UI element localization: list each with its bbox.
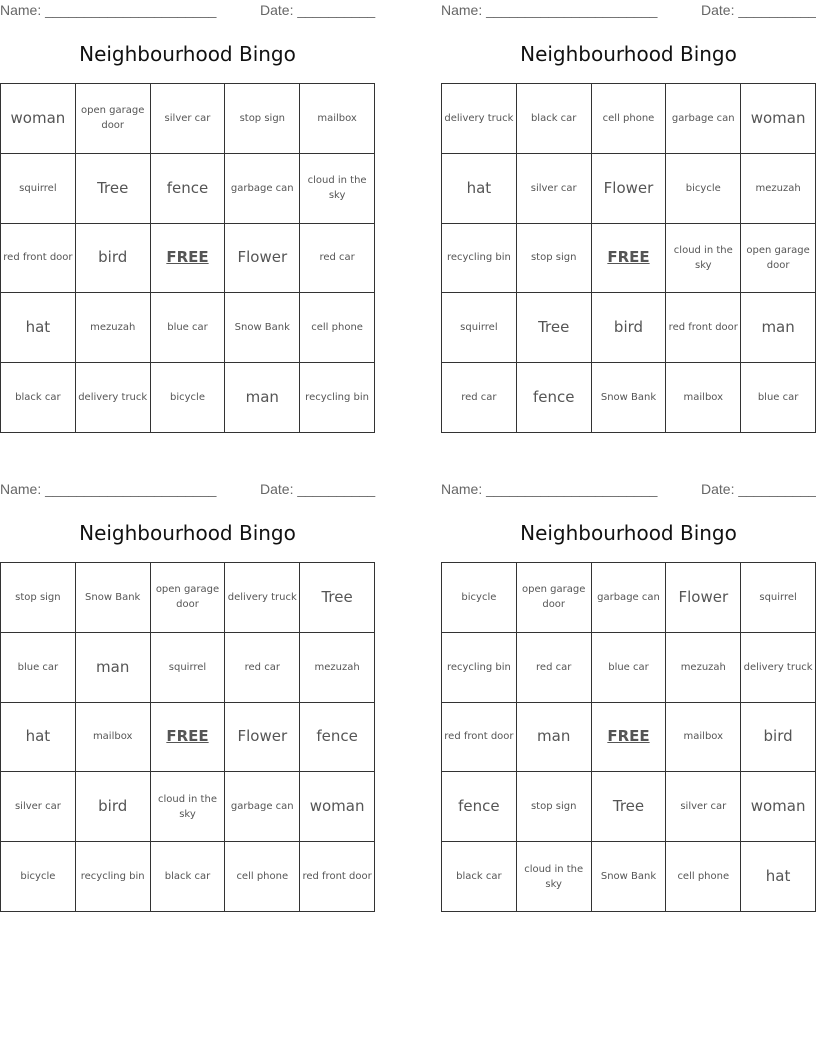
card-title: Neighbourhood Bingo — [520, 42, 737, 66]
bingo-cell: blue car — [741, 363, 816, 433]
bingo-cell: garbage can — [592, 563, 667, 633]
bingo-cell: stop sign — [1, 563, 76, 633]
bingo-cell: bird — [741, 703, 816, 773]
bingo-cell: silver car — [666, 772, 741, 842]
bingo-cell: woman — [300, 772, 375, 842]
bingo-cell: blue car — [1, 633, 76, 703]
bingo-cell: bicycle — [1, 842, 76, 912]
bingo-cell: stop sign — [517, 772, 592, 842]
bingo-cell: mezuzah — [741, 154, 816, 224]
bingo-cell: cloud in the sky — [666, 224, 741, 294]
bingo-cell: Flower — [592, 154, 667, 224]
bingo-cell: Snow Bank — [76, 563, 151, 633]
bingo-cell: delivery truck — [76, 363, 151, 433]
bingo-cell: squirrel — [741, 563, 816, 633]
bingo-cell: cell phone — [225, 842, 300, 912]
bingo-cell: recycling bin — [300, 363, 375, 433]
bingo-cell: mailbox — [300, 84, 375, 154]
bingo-cell: bicycle — [666, 154, 741, 224]
bingo-cell: Flower — [666, 563, 741, 633]
bingo-cell: Flower — [225, 703, 300, 773]
bingo-cell: squirrel — [442, 293, 517, 363]
bingo-cell: garbage can — [666, 84, 741, 154]
free-space: FREE — [151, 224, 226, 294]
bingo-cell: hat — [741, 842, 816, 912]
bingo-cell: Tree — [76, 154, 151, 224]
date-field: Date: __________ — [701, 481, 816, 497]
bingo-cell: bird — [76, 772, 151, 842]
bingo-cell: red front door — [666, 293, 741, 363]
bingo-cell: hat — [442, 154, 517, 224]
bingo-cell: open garage door — [76, 84, 151, 154]
bingo-cell: mailbox — [666, 363, 741, 433]
bingo-cell: Snow Bank — [592, 363, 667, 433]
name-date-row — [441, 2, 816, 20]
date-field: Date: __________ — [260, 481, 376, 497]
card-title: Neighbourhood Bingo — [520, 521, 737, 545]
bingo-card-3 — [0, 479, 375, 919]
bingo-cell: cell phone — [300, 293, 375, 363]
bingo-cell: Tree — [300, 563, 375, 633]
bingo-cell: woman — [741, 772, 816, 842]
name-field: Name: ______________________ — [0, 481, 217, 497]
bingo-card-4 — [441, 479, 816, 919]
card-title: Neighbourhood Bingo — [79, 42, 296, 66]
date-field: Date: __________ — [701, 2, 816, 18]
bingo-grid — [0, 562, 375, 912]
bingo-cell: hat — [1, 293, 76, 363]
bingo-cell: stop sign — [517, 224, 592, 294]
bingo-cell: blue car — [592, 633, 667, 703]
bingo-cell: hat — [1, 703, 76, 773]
bingo-grid — [0, 83, 375, 433]
bingo-cell: delivery truck — [741, 633, 816, 703]
bingo-cell: black car — [517, 84, 592, 154]
bingo-cell: red front door — [442, 703, 517, 773]
bingo-cell: bicycle — [442, 563, 517, 633]
bingo-cell: delivery truck — [442, 84, 517, 154]
bingo-cell: red front door — [1, 224, 76, 294]
bingo-cell: delivery truck — [225, 563, 300, 633]
bingo-cell: garbage can — [225, 772, 300, 842]
bingo-cell: woman — [741, 84, 816, 154]
bingo-cell: red car — [517, 633, 592, 703]
bingo-cell: squirrel — [151, 633, 226, 703]
bingo-cell: Flower — [225, 224, 300, 294]
bingo-cell: silver car — [151, 84, 226, 154]
bingo-cell: bicycle — [151, 363, 226, 433]
bingo-cell: fence — [300, 703, 375, 773]
card-title: Neighbourhood Bingo — [79, 521, 296, 545]
bingo-cell: man — [741, 293, 816, 363]
bingo-cell: black car — [442, 842, 517, 912]
bingo-cell: bird — [76, 224, 151, 294]
bingo-cell: open garage door — [151, 563, 226, 633]
bingo-cell: cloud in the sky — [300, 154, 375, 224]
bingo-cell: silver car — [517, 154, 592, 224]
bingo-cell: man — [76, 633, 151, 703]
bingo-cell: red front door — [300, 842, 375, 912]
bingo-cell: man — [225, 363, 300, 433]
bingo-grid — [441, 83, 816, 433]
bingo-cell: red car — [225, 633, 300, 703]
free-space: FREE — [151, 703, 226, 773]
bingo-cell: fence — [442, 772, 517, 842]
bingo-card-1 — [0, 0, 375, 440]
bingo-cell: squirrel — [1, 154, 76, 224]
bingo-cell: black car — [151, 842, 226, 912]
name-field: Name: ______________________ — [441, 2, 658, 18]
bingo-cell: fence — [151, 154, 226, 224]
bingo-cell: recycling bin — [76, 842, 151, 912]
free-space: FREE — [592, 224, 667, 294]
name-field: Name: ______________________ — [441, 481, 658, 497]
bingo-cell: Tree — [517, 293, 592, 363]
bingo-cell: bird — [592, 293, 667, 363]
bingo-cell: open garage door — [741, 224, 816, 294]
bingo-cell: open garage door — [517, 563, 592, 633]
bingo-cell: cell phone — [592, 84, 667, 154]
bingo-cell: stop sign — [225, 84, 300, 154]
bingo-cell: red car — [300, 224, 375, 294]
bingo-cell: silver car — [1, 772, 76, 842]
name-field: Name: ______________________ — [0, 2, 217, 18]
bingo-cell: mezuzah — [300, 633, 375, 703]
bingo-cell: recycling bin — [442, 224, 517, 294]
bingo-cell: man — [517, 703, 592, 773]
bingo-cell: blue car — [151, 293, 226, 363]
bingo-cell: fence — [517, 363, 592, 433]
bingo-cell: mezuzah — [666, 633, 741, 703]
name-date-row — [0, 2, 375, 20]
bingo-cell: mailbox — [666, 703, 741, 773]
bingo-cell: garbage can — [225, 154, 300, 224]
free-space: FREE — [592, 703, 667, 773]
bingo-cell: cloud in the sky — [517, 842, 592, 912]
bingo-cell: Snow Bank — [225, 293, 300, 363]
bingo-card-2 — [441, 0, 816, 440]
date-field: Date: __________ — [260, 2, 376, 18]
bingo-cell: red car — [442, 363, 517, 433]
bingo-cell: mezuzah — [76, 293, 151, 363]
bingo-grid — [441, 562, 816, 912]
bingo-cell: cell phone — [666, 842, 741, 912]
name-date-row — [441, 481, 816, 499]
bingo-cell: Tree — [592, 772, 667, 842]
bingo-cell: recycling bin — [442, 633, 517, 703]
bingo-cell: Snow Bank — [592, 842, 667, 912]
bingo-cell: woman — [1, 84, 76, 154]
name-date-row — [0, 481, 375, 499]
bingo-cell: mailbox — [76, 703, 151, 773]
bingo-cell: black car — [1, 363, 76, 433]
bingo-cell: cloud in the sky — [151, 772, 226, 842]
